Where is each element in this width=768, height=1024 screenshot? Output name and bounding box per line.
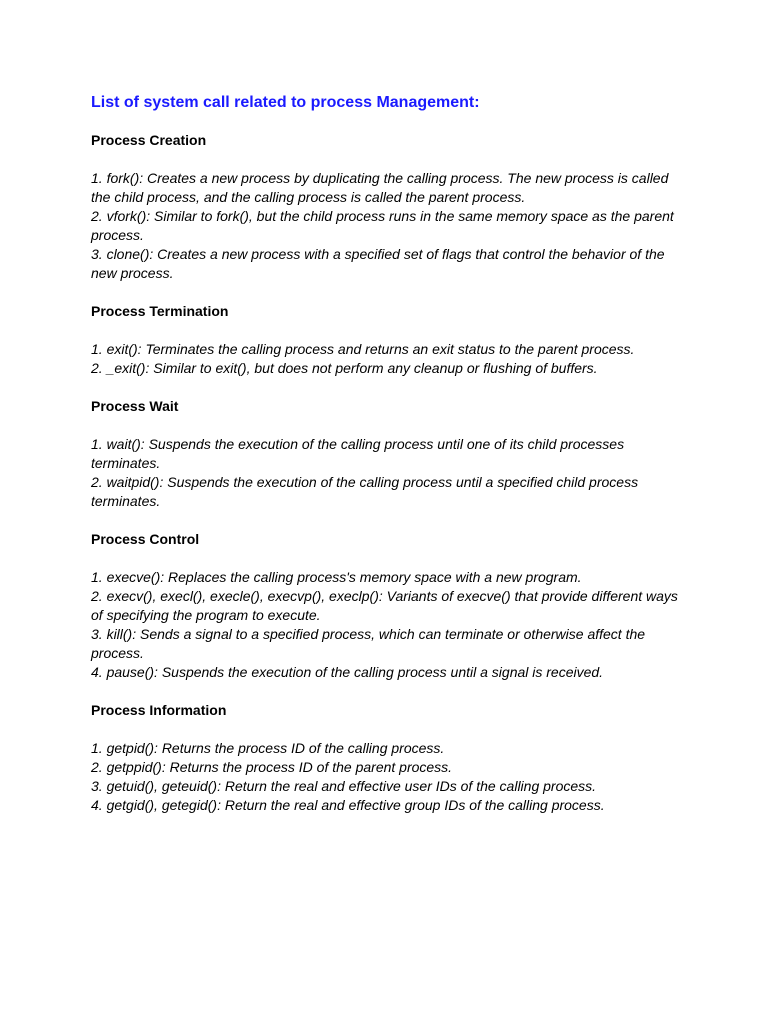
section-process-control [91,530,681,682]
syscall-list [91,435,681,511]
section-process-wait [91,397,681,511]
document-page [91,92,681,815]
list-item: 3. kill(): Sends a signal to a specified process, which can terminate or otherwise affect the process. [91,626,646,661]
list-item: 3. clone(): Creates a new process with a specified set of flags that control the behavior of the new process. [91,246,665,281]
list-item: 1. getpid(): Returns the process ID of the calling process. [91,740,445,756]
section-heading: Process Control [91,531,200,547]
list-item: 2. execv(), execl(), execle(), execvp(), execlp(): Variants of execve() that provide different ways of specifying the program to execute. [91,588,678,623]
list-item: 4. pause(): Suspends the execution of the calling process until a signal is received. [91,664,604,680]
document-title: List of system call related to process Management: [91,94,480,111]
section-heading: Process Creation [91,132,207,148]
list-item: 2. vfork(): Similar to fork(), but the child process runs in the same memory space as the parent process. [91,208,674,243]
syscall-list [91,568,681,682]
syscall-list [91,739,681,815]
list-item: 2. waitpid(): Suspends the execution of the calling process until a specified child process terminates. [91,474,639,509]
list-item: 2. _exit(): Similar to exit(), but does not perform any cleanup or flushing of buffers. [91,360,598,376]
section-heading: Process Information [91,702,227,718]
list-item: 2. getppid(): Returns the process ID of the parent process. [91,759,453,775]
list-item: 1. wait(): Suspends the execution of the calling process until one of its child processes terminates. [91,436,625,471]
section-process-information [91,701,681,815]
section-heading: Process Termination [91,303,229,319]
list-item: 1. exit(): Terminates the calling process and returns an exit status to the parent process. [91,341,635,357]
syscall-list [91,169,681,283]
list-item: 4. getgid(), getegid(): Return the real and effective group IDs of the calling process. [91,797,605,813]
section-process-termination [91,302,681,378]
list-item: 1. execve(): Replaces the calling process's memory space with a new program. [91,569,582,585]
syscall-list [91,340,681,378]
list-item: 1. fork(): Creates a new process by duplicating the calling process. The new process is called the child process, and the calling process is called the parent process. [91,170,669,205]
section-heading: Process Wait [91,398,179,414]
section-process-creation [91,131,681,283]
list-item: 3. getuid(), geteuid(): Return the real and effective user IDs of the calling process. [91,778,597,794]
